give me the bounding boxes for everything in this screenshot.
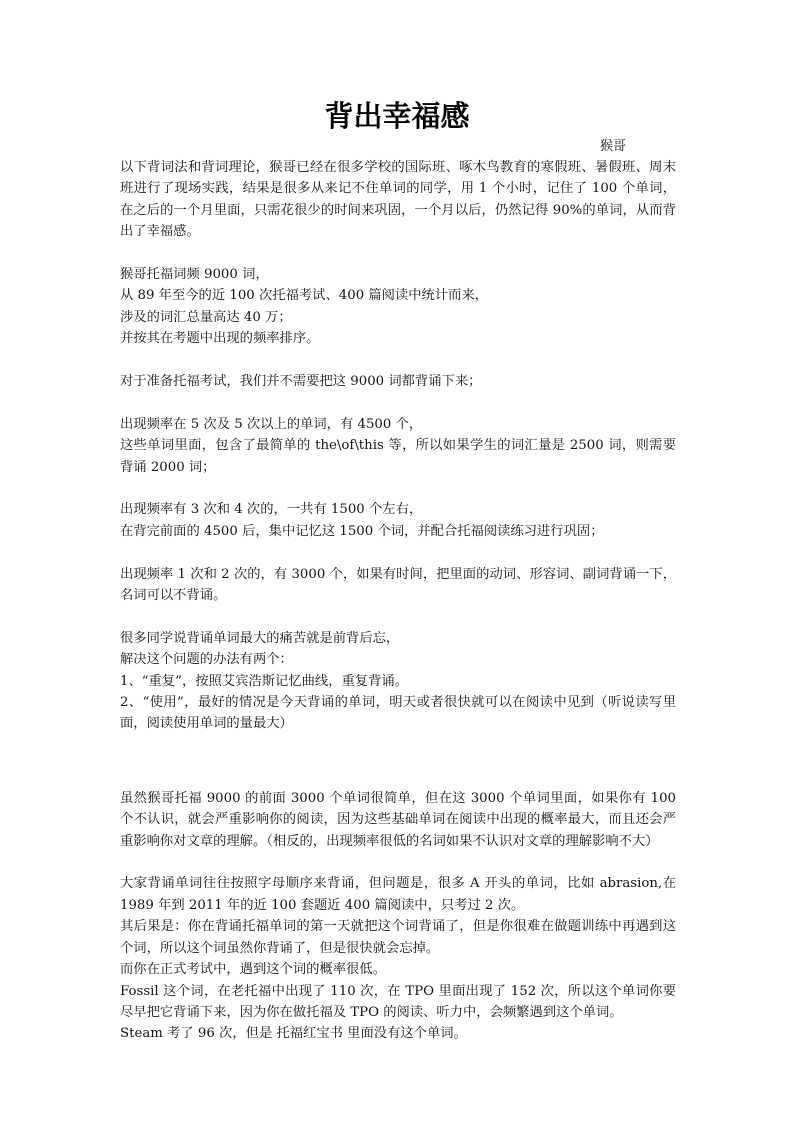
paragraph: 出现频率有 3 次和 4 次的，一共有 1500 个左右，: [120, 502, 423, 518]
paragraph: 出现频率 1 次和 2 次的，有 3000 个，如果有时间，把里面的动词、形容词、副词背诵一下，名词可以不背诵。: [120, 566, 676, 604]
paragraph-gap: [120, 350, 676, 371]
document-title: 背出幸福感: [324, 99, 470, 133]
paragraph: 很多同学说背诵单词最大的痛苦就是前背后忘，: [120, 630, 400, 646]
paragraph: 在背完前面的 4500 后，集中记忆这 1500 个词，并配合托福阅读练习进行巩固；: [120, 523, 604, 539]
paragraph-gap: [120, 392, 676, 413]
paragraph-gap: [120, 606, 676, 627]
paragraph-gap: [120, 852, 676, 873]
paragraph: Steam 考了 96 次，但是 托福红宝书 里面没有这个单词。: [120, 1026, 467, 1042]
paragraph: 虽然猴哥托福 9000 的前面 3000 个单词很简单，但在这 3000 个单词里面，如果你有 100 个不认识，就会严重影响你的阅读，因为这些基础单词在阅读中出现的概率最大，而且还会严重影响你对文章的理解。（相反的，出现频率很低的名词如果不认识对文章的理解影响不大）: [120, 790, 676, 849]
paragraph: 涉及的词汇总量高达 40 万；: [120, 309, 292, 325]
paragraph: 从 89 年至今的近 100 次托福考试、400 篇阅读中统计而来，: [120, 288, 489, 304]
list-item: 1、“重复”，按照艾宾浩斯记忆曲线，重复背诵。: [120, 673, 408, 689]
paragraph: 这些单词里面，包含了最简单的 the\of\this 等，所以如果学生的词汇量是 2500 词，则需要背诵 2000 词；: [120, 438, 676, 475]
paragraph-gap: [120, 735, 676, 788]
author-name: 猴哥: [600, 139, 627, 154]
paragraph-gap: [120, 243, 676, 264]
paragraph: 出现频率在 5 次及 5 次以上的单词，有 4500 个，: [120, 416, 423, 432]
paragraph: 以下背词法和背词理论，猴哥已经在很多学校的国际班、啄木鸟教育的寒假班、暑假班、周末班进行了现场实践，结果是很多从来记不住单词的同学，用 1 个小时，记住了 100 个单词，在之后的一个月里面，只需花很少的时间来巩固，一个月以后，仍然记得 90%的单词，从而背出了幸福感。: [120, 160, 676, 240]
paragraph: 大家背诵单词往往按照字母顺序来背诵，但问题是，很多 A 开头的单词，比如 abrasion,在 1989 年到 2011 年的近 100 套题近 400 篇阅读中，只考过 2 次。: [120, 876, 676, 913]
paragraph: 猴哥托福词频 9000 词，: [120, 267, 269, 283]
paragraph: Fossil 这个词，在老托福中出现了 110 次，在 TPO 里面出现了 152 次，所以这个单词你要尽早把它背诵下来，因为你在做托福及 TPO 的阅读、听力中，会频繁遇到这个单词。: [120, 983, 676, 1020]
paragraph-gap: [120, 478, 676, 499]
paragraph: 对于准备托福考试，我们并不需要把这 9000 词都背诵下来；: [120, 374, 482, 390]
paragraph: 而你在正式考试中，遇到这个词的概率很低。: [120, 962, 386, 978]
paragraph: 解决这个问题的办法有两个：: [120, 652, 293, 668]
list-item: 2、“使用”，最好的情况是今天背诵的单词，明天或者很快就可以在阅读中见到（听说读写里面，阅读使用单词的量最大）: [120, 695, 676, 732]
paragraph-gap: [120, 542, 676, 563]
paragraph: 并按其在考题中出现的频率排序。: [120, 331, 320, 347]
paragraph: 其后果是：你在背诵托福单词的第一天就把这个词背诵了，但是你很难在做题训练中再遇到这个词，所以这个词虽然你背诵了，但是很快就会忘掉。: [120, 919, 676, 956]
document-body: [120, 157, 676, 1045]
